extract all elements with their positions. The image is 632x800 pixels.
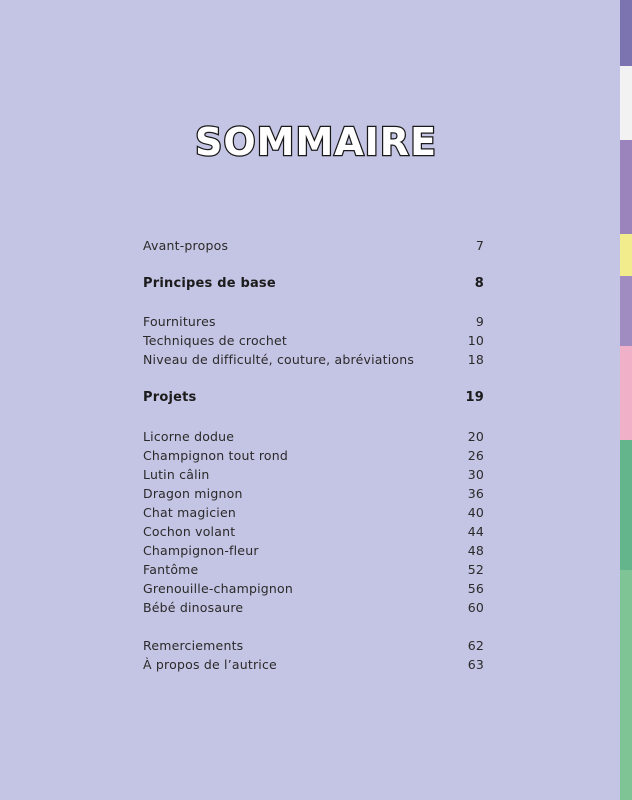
toc-entry-page: 40 — [467, 505, 484, 520]
toc-entry-label: Champignon tout rond — [143, 448, 289, 463]
toc-entry[interactable] — [143, 331, 484, 350]
toc-section-label: Principes de base — [143, 276, 276, 291]
toc-entry-label: Bébé dinosaure — [143, 600, 244, 615]
toc-section-heading[interactable] — [143, 388, 484, 407]
toc-entry[interactable] — [143, 655, 484, 674]
toc-entry-label: Remerciements — [143, 638, 244, 653]
toc-entry-label: Grenouille-champignon — [143, 581, 294, 596]
toc-entry[interactable] — [143, 236, 484, 255]
toc-entry[interactable] — [143, 484, 484, 503]
toc-entry[interactable] — [143, 503, 484, 522]
toc-entry-page: 7 — [475, 238, 484, 253]
toc-entry[interactable] — [143, 579, 484, 598]
toc-entry-label: Cochon volant — [143, 524, 236, 539]
edge-tab — [620, 570, 632, 800]
toc-entry-label: À propos de l’autrice — [143, 657, 277, 672]
toc-entry-label: Lutin câlin — [143, 467, 210, 482]
toc-entry-page: 20 — [467, 429, 484, 444]
toc-entry-label: Licorne dodue — [143, 429, 235, 444]
toc-entry-page: 26 — [467, 448, 484, 463]
toc-entry-label: Avant-propos — [143, 238, 229, 253]
toc-entry[interactable] — [143, 312, 484, 331]
page-title: SOMMAIRE — [194, 120, 438, 164]
toc-entry[interactable] — [143, 560, 484, 579]
toc-entry-label: Fournitures — [143, 314, 216, 329]
toc-entry-page: 36 — [467, 486, 484, 501]
edge-tab — [620, 440, 632, 570]
toc-entry-page: 44 — [467, 524, 484, 539]
toc-entry-label: Niveau de difficulté, couture, abréviations — [143, 352, 415, 367]
toc-entry-page: 48 — [467, 543, 484, 558]
toc-entry-label: Techniques de crochet — [143, 333, 287, 348]
edge-tab — [620, 0, 632, 66]
toc-entry-label: Dragon mignon — [143, 486, 243, 501]
toc-entry[interactable] — [143, 350, 484, 369]
toc-entry[interactable] — [143, 427, 484, 446]
toc-entry-page: 52 — [467, 562, 484, 577]
toc-entry[interactable] — [143, 541, 484, 560]
toc-entry-page: 60 — [467, 600, 484, 615]
edge-tab — [620, 276, 632, 346]
toc-entry[interactable] — [143, 522, 484, 541]
toc-entry[interactable] — [143, 465, 484, 484]
toc-entry[interactable] — [143, 598, 484, 617]
toc-entry-page: 9 — [475, 314, 484, 329]
toc-entry-label: Chat magicien — [143, 505, 236, 520]
edge-tab — [620, 234, 632, 276]
toc-section-heading[interactable] — [143, 274, 484, 293]
toc-section-page: 8 — [474, 276, 484, 291]
toc-entry[interactable] — [143, 636, 484, 655]
edge-tab — [620, 346, 632, 440]
toc-section-page: 19 — [465, 390, 484, 405]
toc-entry-label: Fantôme — [143, 562, 199, 577]
toc-entry-label: Champignon-fleur — [143, 543, 259, 558]
toc-entry-page: 30 — [467, 467, 484, 482]
toc-section-label: Projets — [143, 390, 197, 405]
toc-entry-page: 62 — [467, 638, 484, 653]
toc-entry-page: 56 — [467, 581, 484, 596]
toc-entry-page: 10 — [467, 333, 484, 348]
table-of-contents — [143, 236, 484, 674]
toc-entry[interactable] — [143, 446, 484, 465]
toc-entry-page: 63 — [467, 657, 484, 672]
toc-entry-page: 18 — [467, 352, 484, 367]
